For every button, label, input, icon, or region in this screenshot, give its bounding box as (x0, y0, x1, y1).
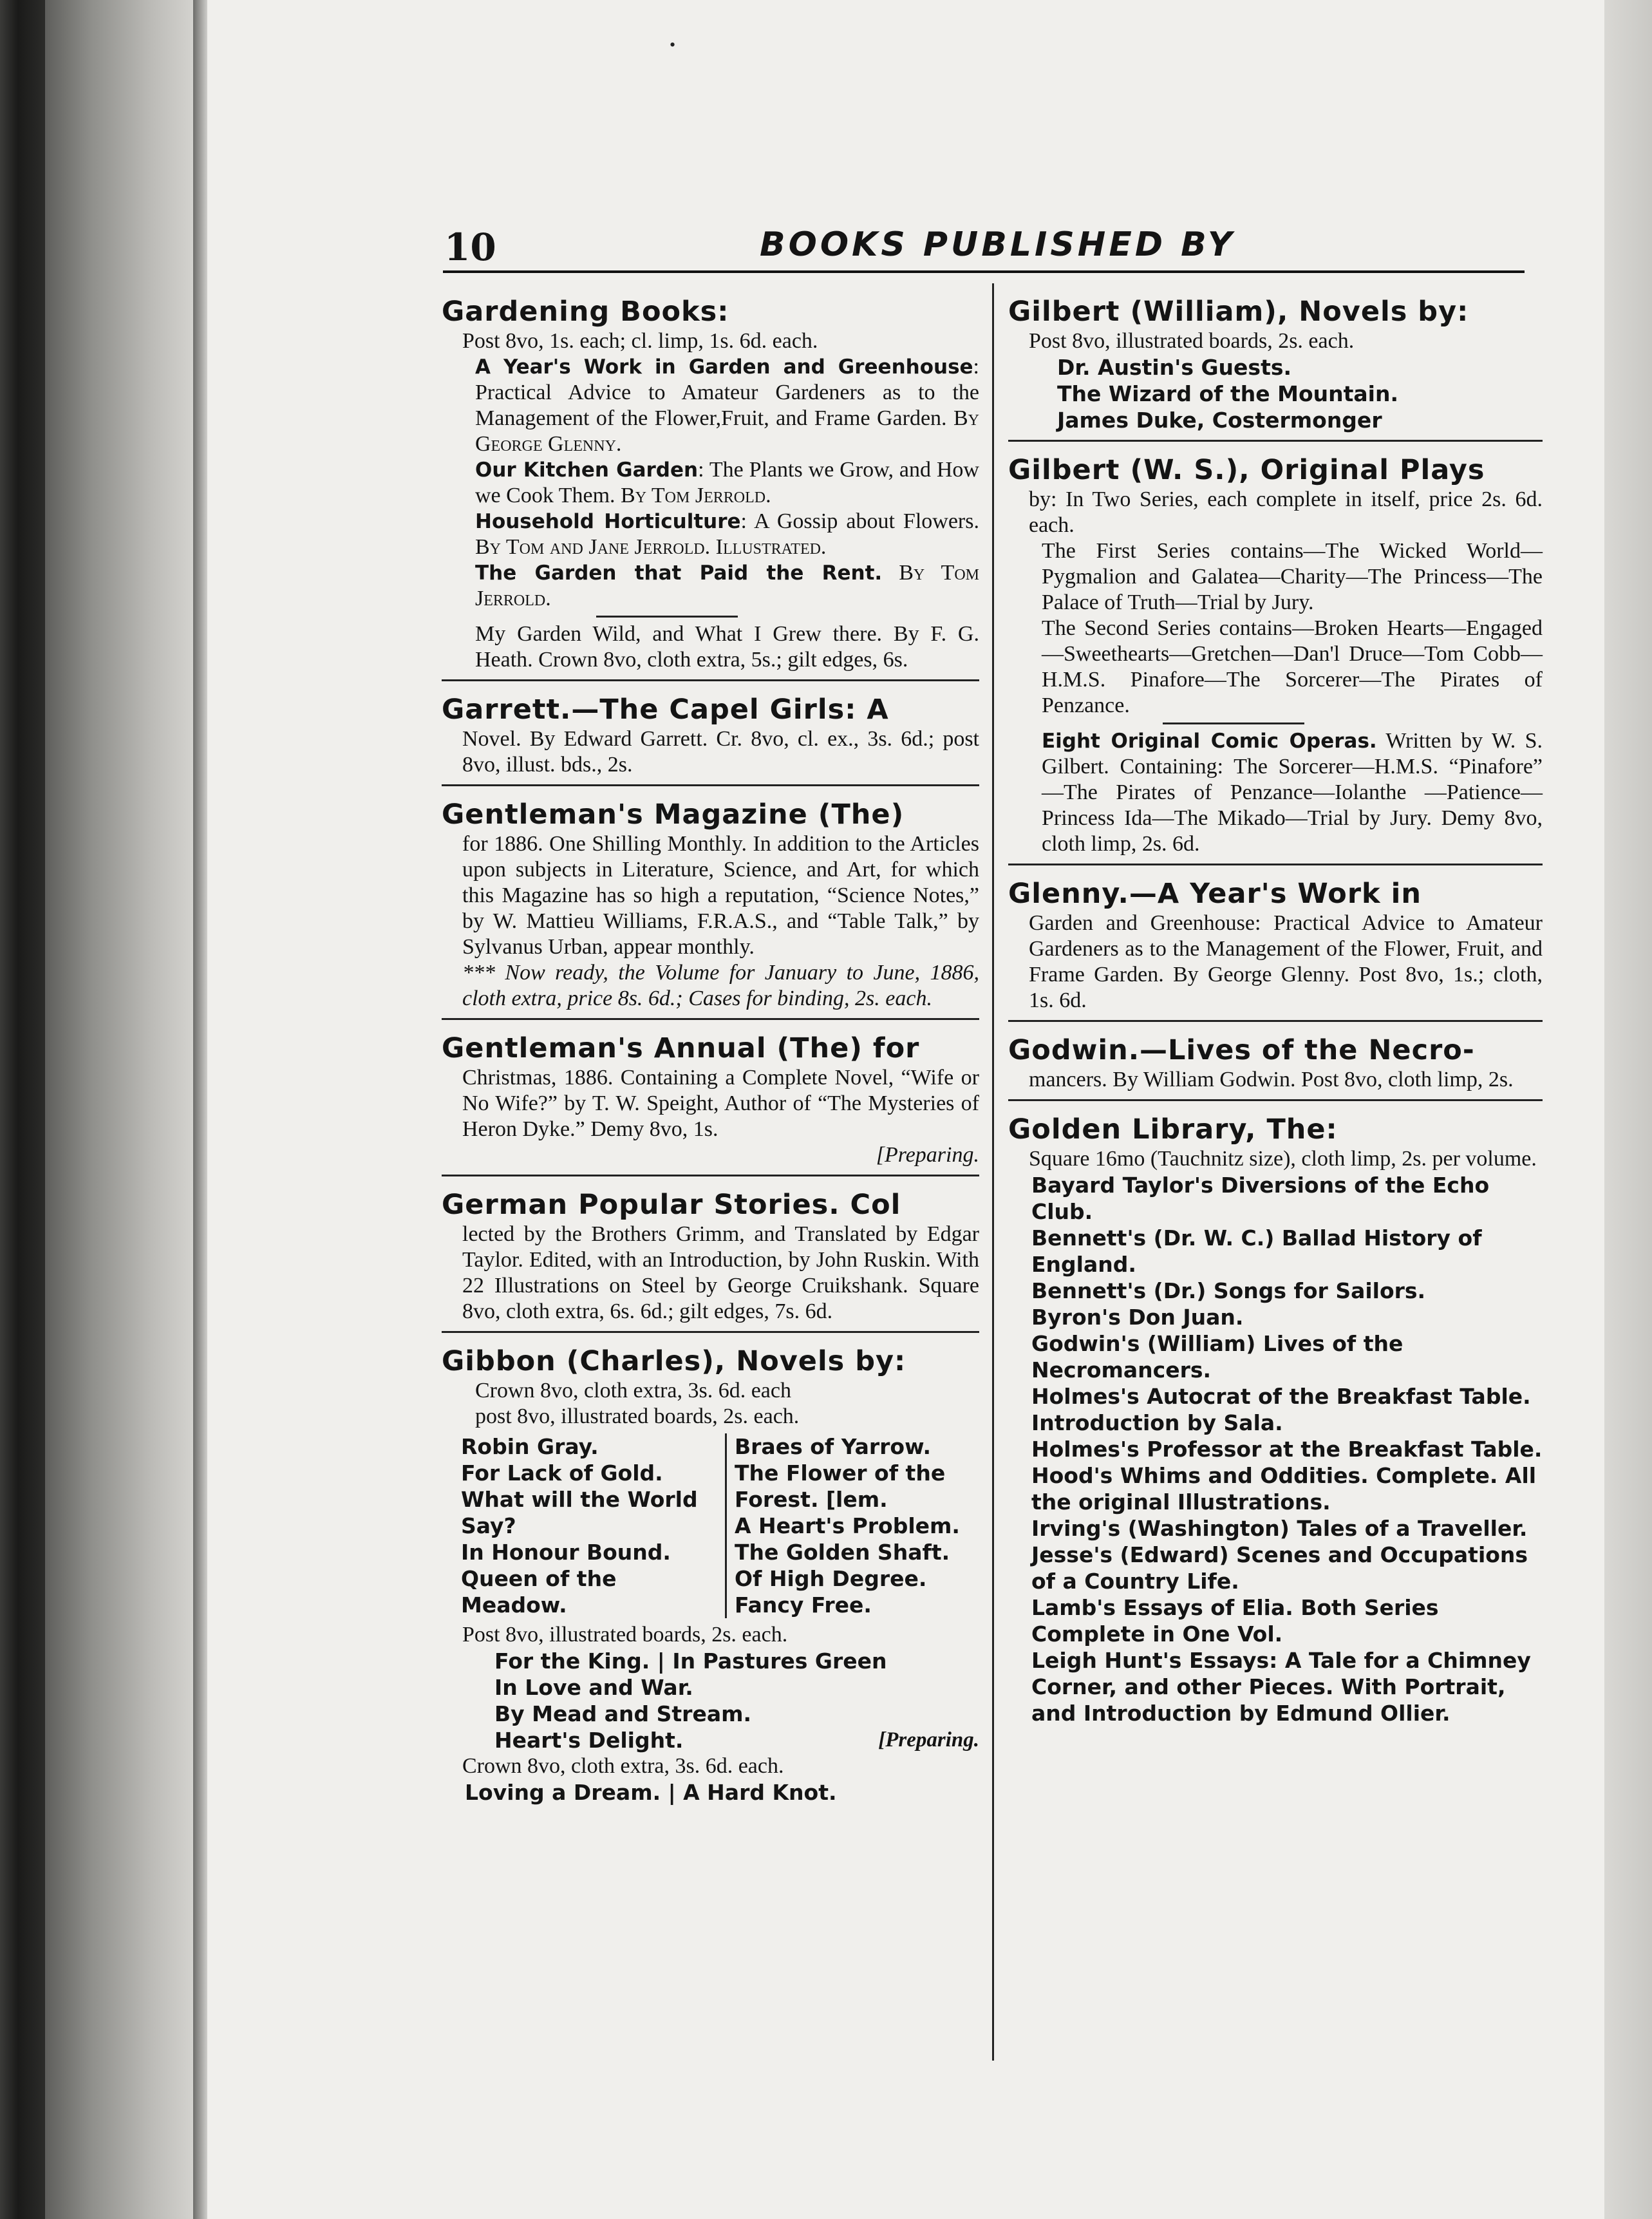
entry-text: Christmas, 1886. Containing a Complete Novel, “Wife or No Wife?” by T. W. Speight, Author of “The Mysteries of Heron Dyke.” Demy 8vo, 1s. (462, 1066, 979, 1141)
library-item: Lamb's Essays of Elia. Both Series Complete in One Vol. (1031, 1595, 1439, 1647)
book-edge-left (0, 0, 45, 2219)
entry-text: Novel. By Edward Garrett. Cr. 8vo, cl. ex., 3s. 6d.; post 8vo, illust. bds., 2s. (462, 727, 979, 777)
library-item: Holmes's Autocrat of the Breakfast Table. Introduction by Sala. (1031, 1384, 1531, 1435)
book-page-edges (45, 0, 200, 2219)
novel-title: James Duke, Costermonger (1057, 408, 1382, 433)
novel-title: The Golden Shaft. (735, 1540, 950, 1565)
series-text: The First Series contains—The Wicked World—Pygmalion and Galatea—Charity—The Princess—The Palace of Truth—Trial by Jury. (1042, 539, 1543, 614)
book-item (475, 509, 979, 560)
entry-text: lected by the Brothers Grimm, and Translated by Edgar Taylor. Edited, with an Introduction, by John Ruskin. With 22 Illustrations on Steel by George Cruikshank. Square 8vo, cloth extra, 6s. 6d.; gilt edges, 7s. 6d. (462, 1222, 979, 1323)
short-rule (596, 616, 738, 618)
book-title: A Year's Work in Garden and Greenhouse (475, 355, 973, 379)
novel-title: Robin Gray. (461, 1434, 599, 1459)
title-list-right (727, 1433, 979, 1618)
entry-godwin (1008, 1020, 1543, 1099)
book-title: The Garden that Paid the Rent. (475, 562, 883, 585)
book-author: By George Glenny. (475, 406, 979, 456)
entry-heading: Godwin.—Lives of the Necro- (1008, 1034, 1475, 1066)
status-note: [Preparing. (878, 1728, 979, 1752)
column-divider (992, 283, 994, 2061)
novel-title: In Love and War. (494, 1675, 693, 1700)
entry-heading: Glenny.—A Year's Work in (1008, 878, 1422, 910)
library-item: Byron's Don Juan. (1031, 1305, 1244, 1330)
book-author: By Tom Jerrold. (621, 484, 771, 507)
book-desc: : The Plants we Grow, and How we Cook Them. (475, 458, 979, 507)
library-item: Bayard Taylor's Diversions of the Echo Club. (1031, 1173, 1490, 1224)
entry-heading: Gentleman's Annual (The) for (442, 1032, 920, 1064)
entry-gilbert-william (1008, 283, 1543, 440)
running-head: BOOKS PUBLISHED BY (760, 225, 1235, 264)
title-list-left (461, 1433, 727, 1618)
novel-title: What will the World Say? (461, 1487, 698, 1538)
novel-title: Heart's Delight. (494, 1728, 684, 1753)
book-author: By Tom and Jane Jerrold. Illustrated. (475, 535, 827, 559)
book-author: By Tom Jerrold. (475, 561, 979, 610)
novel-title: For Lack of Gold. (461, 1460, 663, 1486)
entry-heading: Gardening Books: (442, 296, 729, 328)
entry-garrett (442, 679, 979, 784)
right-column (1008, 283, 1543, 1733)
series-text: The Second Series contains—Broken Hearts—Engaged—Sweethearts—Gretchen—Dan'l Druce—Tom Cobb—H.M.S. Pinafore—The Sorcerer—The Pirates of Penzance. (1042, 616, 1543, 717)
header-rule (443, 270, 1525, 273)
library-item: Holmes's Professor at the Breakfast Table. (1031, 1437, 1543, 1462)
book-desc: : A Gossip about Flowers. (740, 509, 979, 533)
book-desc: Written by W. S. Gilbert. Containing: The Sorcerer—H.M.S. “Pinafore” —The Pirates of Penzance—Iolanthe —Patience—Princess Ida—The Mikado—Trial by Jury. Demy 8vo, cloth limp, 2s. 6d. (1042, 729, 1543, 856)
novel-title: The Wizard of the Mountain. (1057, 381, 1398, 406)
library-item: Hood's Whims and Oddities. Complete. All the original Illustrations. (1031, 1463, 1537, 1515)
title-grid (461, 1433, 979, 1618)
library-item: Irving's (Washington) Tales of a Traveller. (1031, 1516, 1528, 1541)
status-note: [Preparing. (876, 1143, 979, 1167)
left-column (442, 283, 979, 1812)
book-desc: : Practical Advice to Amateur Gardeners as to the Management of the Flower,Fruit, and Frame Garden. (475, 355, 979, 430)
price-line: Post 8vo, illustrated boards, 2s. each. (462, 1623, 788, 1647)
library-item: Godwin's (William) Lives of the Necromancers. (1031, 1331, 1403, 1383)
entry-heading: German Popular Stories. Col (442, 1189, 901, 1221)
book-item (475, 560, 979, 612)
novel-title: Braes of Yarrow. (735, 1434, 931, 1459)
entry-heading: Gilbert (William), Novels by: (1008, 296, 1469, 328)
book-edge-right (1604, 0, 1652, 2219)
entry-text: by: In Two Series, each complete in itself, price 2s. 6d. each. (1029, 487, 1543, 537)
entry-gentlemans-magazine (442, 784, 979, 1018)
price-line: post 8vo, illustrated boards, 2s. each. (475, 1404, 800, 1428)
entry-heading: Gibbon (Charles), Novels by: (442, 1345, 906, 1377)
book-item (475, 457, 979, 509)
entry-text: Garden and Greenhouse: Practical Advice to Amateur Gardeners as to the Management of the Flower, Fruit, and Frame Garden. By George Glenny. Post 8vo, 1s.; cloth, 1s. 6d. (1029, 911, 1543, 1012)
entry-gardening-books (442, 283, 979, 679)
ink-spot: • (670, 35, 676, 54)
book-title: Household Horticulture (475, 510, 741, 533)
novel-title: By Mead and Stream. (494, 1701, 752, 1726)
entry-heading: Garrett.—The Capel Girls: A (442, 694, 889, 726)
entry-heading: Golden Library, The: (1008, 1113, 1338, 1146)
entry-german-stories (442, 1175, 979, 1331)
novel-title: For the King. | In Pastures Green (494, 1648, 887, 1674)
entry-note: *** Now ready, the Volume for January to June, 1886, cloth extra, price 8s. 6d.; Cases for binding, 2s. each. (462, 961, 979, 1010)
price-line: Crown 8vo, cloth extra, 3s. 6d. each. (462, 1754, 784, 1778)
short-rule (1163, 722, 1304, 724)
entry-heading: Gentleman's Magazine (The) (442, 798, 905, 831)
page-number: 10 (444, 225, 496, 269)
entry-gentlemans-annual (442, 1018, 979, 1175)
novel-title: Of High Degree. (735, 1566, 927, 1591)
book-item (475, 354, 979, 457)
book-title: Our Kitchen Garden (475, 458, 699, 482)
novel-title: The Flower of the Forest. [lem. (735, 1460, 946, 1512)
entry-glenny (1008, 864, 1543, 1020)
entry-golden-library (1008, 1099, 1543, 1733)
novel-title: Queen of the Meadow. (461, 1566, 617, 1618)
novel-title: A Heart's Problem. (735, 1513, 960, 1538)
price-line: Post 8vo, illustrated boards, 2s. each. (1029, 329, 1355, 353)
book-item (1042, 728, 1543, 857)
novel-title: Fancy Free. (735, 1592, 872, 1618)
library-item: Bennett's (Dr. W. C.) Ballad History of England. (1031, 1225, 1482, 1277)
novel-title: Loving a Dream. | A Hard Knot. (465, 1780, 837, 1805)
price-line: Crown 8vo, cloth extra, 3s. 6d. each (475, 1379, 791, 1402)
novel-title-row (494, 1727, 979, 1753)
entry-gibbon (442, 1331, 979, 1812)
library-item: Jesse's (Edward) Scenes and Occupations of a Country Life. (1031, 1542, 1528, 1594)
book-item: My Garden Wild, and What I Grew there. By F. G. Heath. Crown 8vo, cloth extra, 5s.; gilt edges, 6s. (475, 622, 979, 672)
entry-heading: Gilbert (W. S.), Original Plays (1008, 454, 1485, 486)
novel-title: Dr. Austin's Guests. (1057, 355, 1292, 380)
book-gutter (193, 0, 207, 2219)
entry-gilbert-ws (1008, 440, 1543, 864)
entry-text: for 1886. One Shilling Monthly. In addition to the Articles upon subjects in Literature, Science, and Art, for which this Magazine has so high a reputation, “Science Notes,” by W. Mattieu Williams, F.R.A.S., and “Table Talk,” by Sylvanus Urban, appear monthly. (462, 832, 979, 959)
library-item: Leigh Hunt's Essays: A Tale for a Chimney Corner, and other Pieces. With Portrait, and Introduction by Edmund Ollier. (1031, 1648, 1531, 1726)
novel-title: In Honour Bound. (461, 1540, 671, 1565)
entry-text: mancers. By William Godwin. Post 8vo, cloth limp, 2s. (1029, 1068, 1514, 1091)
library-item: Bennett's (Dr.) Songs for Sailors. (1031, 1278, 1426, 1303)
price-line: Square 16mo (Tauchnitz size), cloth limp, 2s. per volume. (1029, 1147, 1537, 1171)
book-title: Eight Original Comic Operas. (1042, 730, 1377, 753)
price-line: Post 8vo, 1s. each; cl. limp, 1s. 6d. each. (462, 329, 818, 353)
